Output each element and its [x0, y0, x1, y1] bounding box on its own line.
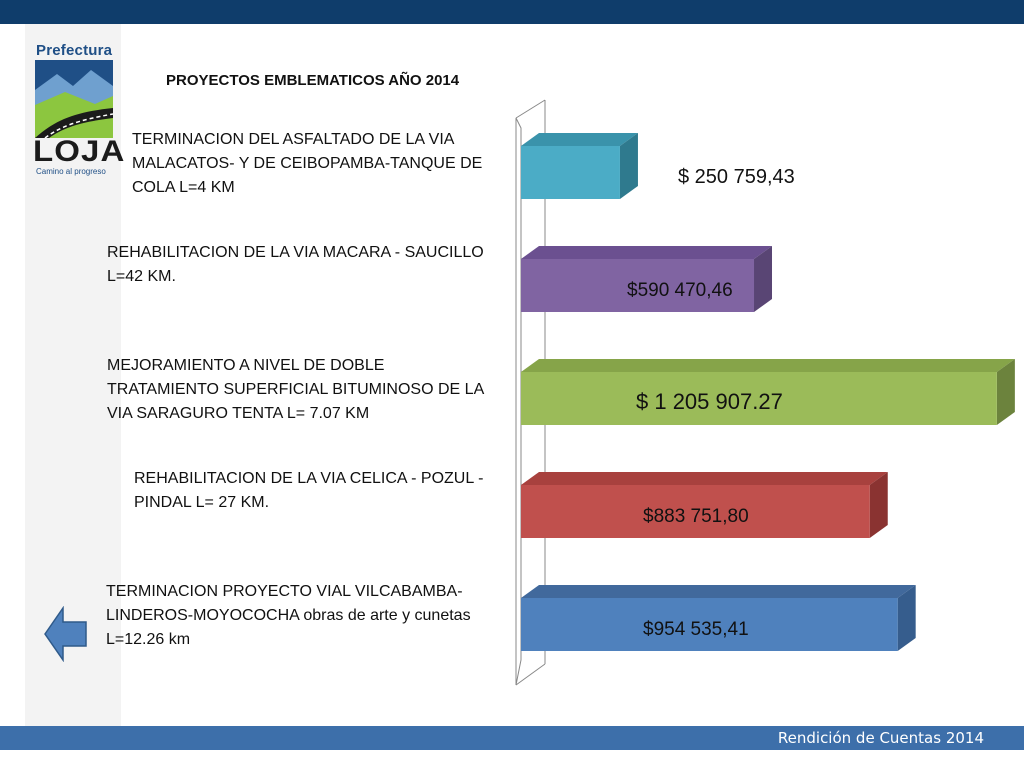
- category-label-line: VIA SARAGURO TENTA L= 7.07 KM: [107, 405, 370, 422]
- category-label-line: TERMINACION PROYECTO VIAL VILCABAMBA-: [106, 583, 463, 600]
- logo-slogan: Camino al progreso: [36, 167, 106, 176]
- category-label-line: L=12.26 km: [106, 631, 191, 648]
- category-label-line: PINDAL L= 27 KM.: [134, 494, 270, 511]
- bar-top: [521, 585, 916, 598]
- category-label-line: COLA L=4 KM: [132, 179, 235, 196]
- category-label-line: MEJORAMIENTO A NIVEL DE DOBLE: [107, 357, 385, 374]
- bar-top: [521, 472, 888, 485]
- category-label-line: REHABILITACION DE LA VIA MACARA - SAUCILLO: [107, 244, 484, 261]
- axis-line: [516, 664, 545, 685]
- logo-title: Prefectura: [36, 42, 113, 59]
- category-label-line: MALACATOS- Y DE CEIBOPAMBA-TANQUE DE: [132, 155, 483, 172]
- bar-value-label: $ 1 205 907.27: [636, 389, 783, 414]
- category-label-line: LINDEROS-MOYOCOCHA obras de arte y cunetas: [106, 607, 471, 624]
- bar-value-label: $883 751,80: [643, 506, 749, 527]
- bar: [521, 146, 620, 199]
- chart-title: PROYECTOS EMBLEMATICOS AÑO 2014: [166, 72, 460, 89]
- category-label-line: L=42 KM.: [107, 268, 176, 285]
- left-arrow-icon[interactable]: [44, 606, 88, 662]
- bar-value-label: $ 250 759,43: [678, 166, 795, 188]
- category-label-line: REHABILITACION DE LA VIA CELICA - POZUL -: [134, 470, 484, 487]
- bar-value-label: $590 470,46: [627, 280, 733, 301]
- footer-text: Rendición de Cuentas 2014: [777, 729, 984, 747]
- logo-name: LOJA: [33, 135, 126, 168]
- bar-top: [521, 246, 772, 259]
- axis-line: [516, 100, 545, 118]
- category-label-line: TERMINACION DEL ASFALTADO DE LA VIA: [132, 131, 455, 148]
- category-label-line: TRATAMIENTO SUPERFICIAL BITUMINOSO DE LA: [107, 381, 485, 398]
- bar-top: [521, 359, 1015, 372]
- bar-top: [521, 133, 638, 146]
- axis-wall: [516, 118, 521, 685]
- bar-value-label: $954 535,41: [643, 619, 749, 640]
